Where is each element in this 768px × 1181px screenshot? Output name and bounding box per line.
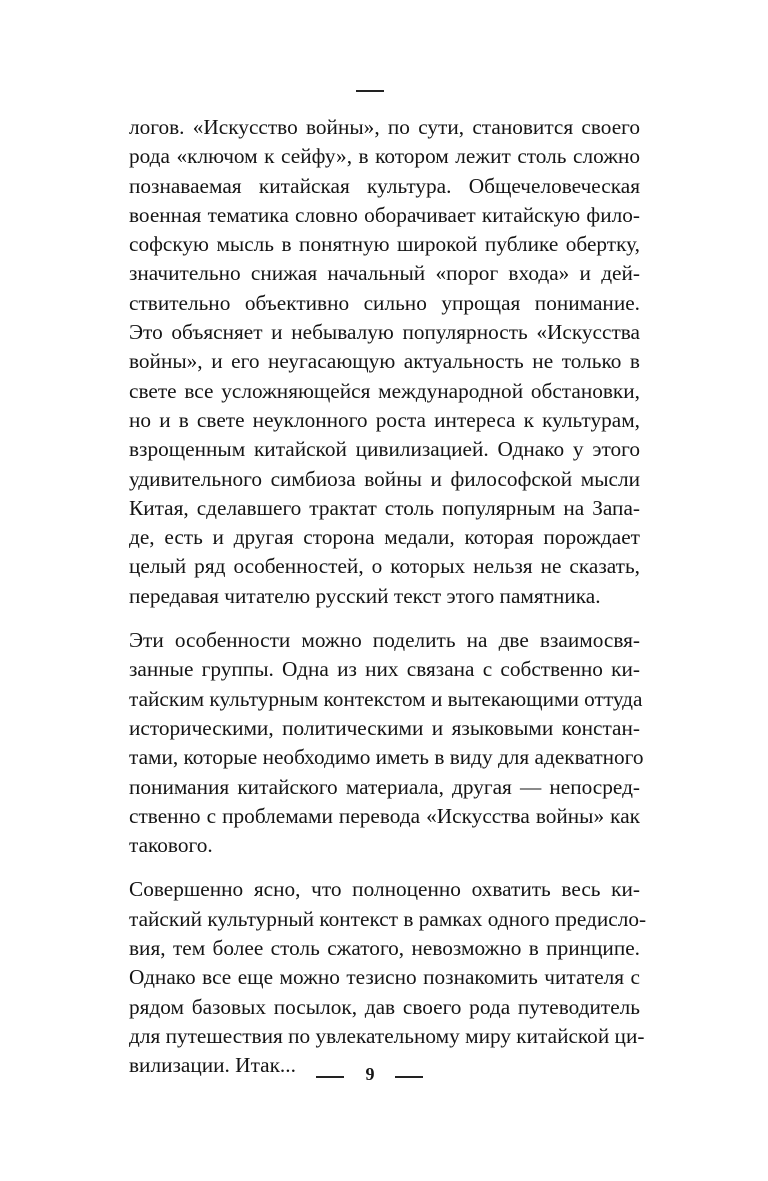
text-line: тами, которые необходимо иметь в виду для адекватного bbox=[129, 745, 644, 770]
paragraph bbox=[129, 875, 647, 1080]
paragraph-gap bbox=[129, 860, 640, 875]
text-line: Однако все еще можно тезисно познакомить читателя с bbox=[129, 965, 640, 990]
paragraph bbox=[129, 113, 640, 611]
text-line: рядом базовых посылок, дав своего рода путеводитель bbox=[129, 994, 640, 1019]
text-line: тайский культурный контекст в рамках одного предисло- bbox=[129, 906, 647, 931]
text-line: удивительного симбиоза войны и философской мысли bbox=[129, 466, 640, 491]
text-line: свете все усложняющейся международной обстановки, bbox=[129, 378, 640, 403]
text-line: занные группы. Одна из них связана с собственно ки- bbox=[129, 657, 640, 682]
text-line: де, есть и другая сторона медали, которая порождает bbox=[129, 525, 640, 550]
text-line: целый ряд особенностей, о которых нельзя не сказать, bbox=[129, 554, 640, 579]
text-line: софскую мысль в понятную широкой публике обертку, bbox=[129, 232, 640, 257]
text-line: военная тематика словно оборачивает китайскую фило- bbox=[129, 202, 640, 227]
text-line: понимания китайского материала, другая — непосред- bbox=[129, 774, 640, 799]
text-line: логов. «Искусство войны», по сути, становится своего bbox=[129, 115, 640, 139]
text-line: Это объясняет и небывалую популярность «Искусства bbox=[129, 320, 640, 345]
text-line: передавая читателю русский текст этого памятника. bbox=[129, 583, 601, 608]
text-line: рода «ключом к сейфу», в котором лежит столь сложно bbox=[129, 144, 640, 169]
paragraph-gap bbox=[129, 611, 640, 626]
text-line: такового. bbox=[129, 833, 213, 858]
text-line: ствительно объективно сильно упрощая понимание. bbox=[129, 290, 640, 315]
text-line: познаваемая китайская культура. Общечеловеческая bbox=[129, 173, 640, 198]
text-line: вилизации. Итак... bbox=[129, 1053, 296, 1078]
text-line: значительно снижая начальный «порог входа» и дей- bbox=[129, 261, 640, 286]
text-line: Китая, сделавшего трактат столь популярным на Запа- bbox=[129, 495, 640, 520]
text-line: тайским культурным контекстом и вытекающими оттуда bbox=[129, 686, 643, 711]
text-line: взрощенным китайской цивилизацией. Однако у этого bbox=[129, 437, 640, 462]
footer-dash-right bbox=[395, 1076, 423, 1078]
text-line: вия, тем более столь сжатого, невозможно в принципе. bbox=[129, 936, 640, 961]
text-line: Эти особенности можно поделить на две взаимосвя- bbox=[129, 628, 640, 653]
text-line: для путешествия по увлекательному миру китайской ци- bbox=[129, 1023, 645, 1048]
page-body bbox=[129, 113, 647, 1081]
text-line: ственно с проблемами перевода «Искусства войны» как bbox=[129, 803, 640, 828]
text-line: Совершенно ясно, что полноценно охватить весь ки- bbox=[129, 877, 640, 902]
footer-dash-left bbox=[316, 1076, 344, 1078]
text-line: историческими, политическими и языковыми констан- bbox=[129, 715, 640, 740]
top-rule bbox=[356, 90, 384, 92]
paragraph bbox=[129, 626, 644, 860]
text-line: но и в свете неуклонного роста интереса к культурам, bbox=[129, 407, 640, 432]
page-footer bbox=[0, 1064, 768, 1084]
text-line: войны», и его неугасающую актуальность не только в bbox=[129, 349, 640, 374]
page-number: 9 bbox=[365, 1064, 375, 1084]
